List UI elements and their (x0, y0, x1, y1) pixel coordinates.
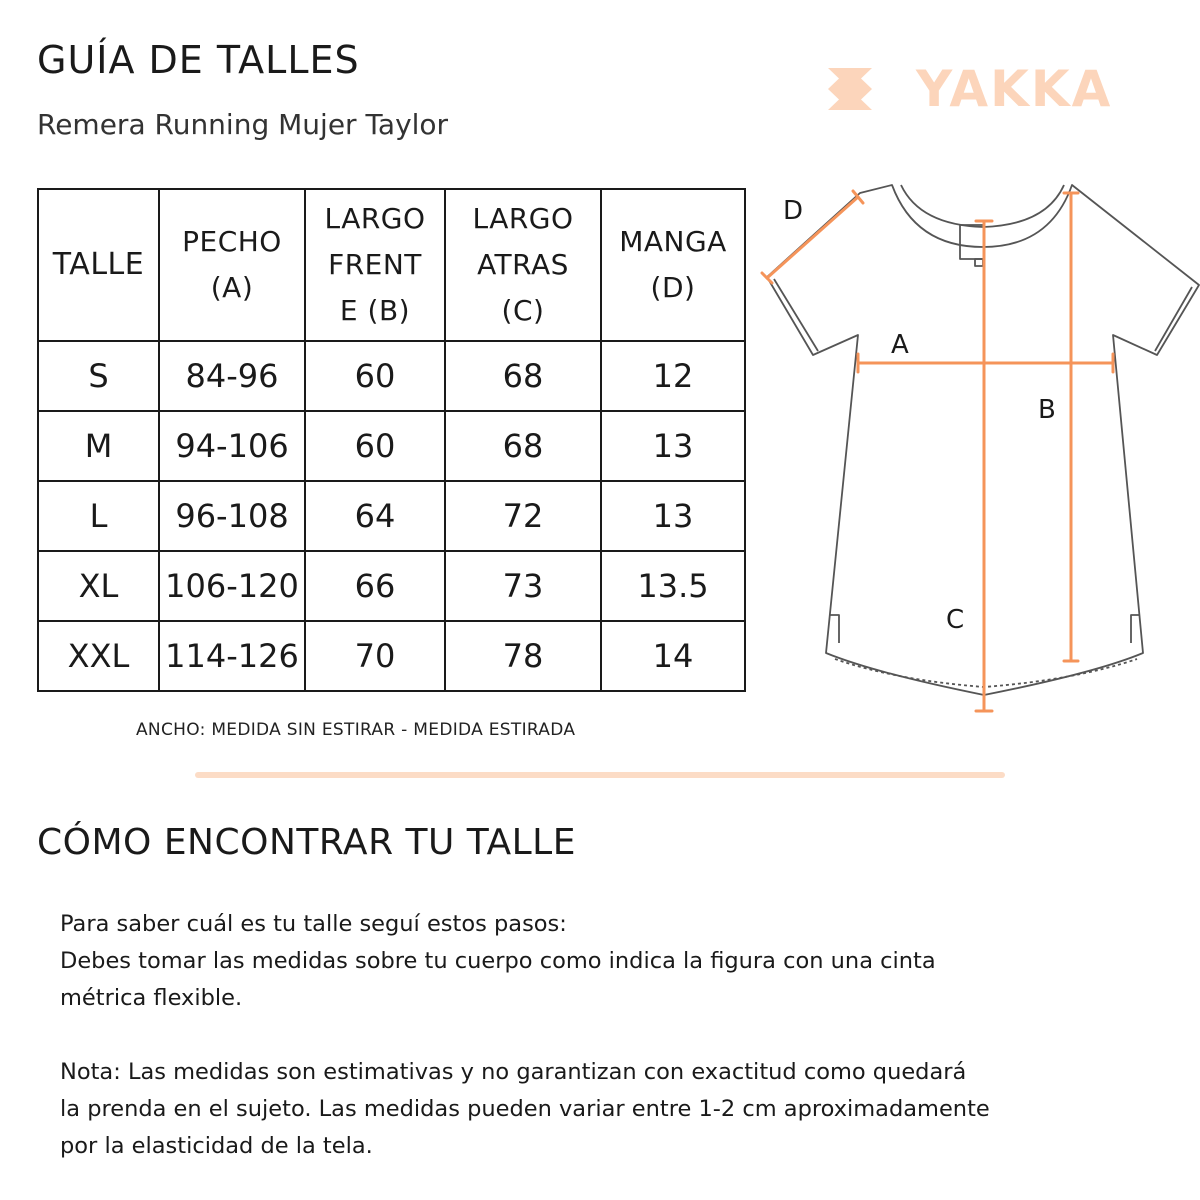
instructions-text (60, 906, 1160, 1165)
cell-largo-atras: 68 (445, 341, 601, 411)
table-row (38, 551, 745, 621)
cell-largo-atras: 73 (445, 551, 601, 621)
page-title: GUÍA DE TALLES (37, 38, 360, 82)
cell-largo-frente: 70 (305, 621, 445, 691)
header-manga-line-0: MANGA (619, 225, 727, 258)
instruction-line: por la elasticidad de la tela. (60, 1133, 373, 1159)
cell-largo-atras: 72 (445, 481, 601, 551)
instruction-spacer (60, 1017, 1160, 1054)
cell-pecho: 84-96 (159, 341, 305, 411)
cell-manga: 14 (601, 621, 745, 691)
table-header-row (38, 189, 745, 341)
cell-talle: M (38, 411, 159, 481)
cell-largo-frente: 60 (305, 341, 445, 411)
header-largo-frente (305, 189, 445, 341)
cell-largo-atras: 78 (445, 621, 601, 691)
header-manga (601, 189, 745, 341)
label-b: B (1038, 395, 1056, 425)
label-a: A (891, 330, 909, 360)
label-d: D (783, 196, 804, 226)
header-largo-atras-line-1: ATRAS (477, 248, 569, 281)
cell-pecho: 114-126 (159, 621, 305, 691)
label-c: C (946, 605, 965, 635)
width-note: ANCHO: MEDIDA SIN ESTIRAR - MEDIDA ESTIRADA (136, 720, 576, 740)
instruction-line: Para saber cuál es tu talle seguí estos pasos: (60, 911, 567, 937)
header-largo-atras-line-0: LARGO (472, 202, 574, 235)
cell-manga: 13 (601, 481, 745, 551)
cell-pecho: 96-108 (159, 481, 305, 551)
instruction-line: Nota: Las medidas son estimativas y no garantizan con exactitud como quedará (60, 1059, 967, 1085)
header-pecho-line-0: PECHO (182, 225, 282, 258)
logo-wordmark: YAKKA (916, 60, 1113, 118)
header-largo-frente-line-2: E (B) (339, 294, 411, 327)
table-row (38, 621, 745, 691)
table-row (38, 341, 745, 411)
cell-talle: L (38, 481, 159, 551)
section-divider (195, 772, 1005, 778)
header-largo-frente-line-1: FRENT (328, 248, 422, 281)
howto-title: CÓMO ENCONTRAR TU TALLE (37, 822, 576, 863)
cell-manga: 13.5 (601, 551, 745, 621)
table-row (38, 411, 745, 481)
measure-d-line (767, 197, 858, 278)
table-row (38, 481, 745, 551)
header-manga-line-1: (D) (650, 271, 696, 304)
cell-largo-frente: 66 (305, 551, 445, 621)
cell-largo-atras: 68 (445, 411, 601, 481)
cell-pecho: 106-120 (159, 551, 305, 621)
cell-pecho: 94-106 (159, 411, 305, 481)
cell-talle: XL (38, 551, 159, 621)
header-pecho (159, 189, 305, 341)
cell-largo-frente: 64 (305, 481, 445, 551)
header-largo-frente-line-0: LARGO (324, 202, 426, 235)
logo-x-icon (828, 60, 908, 118)
cell-talle: XXL (38, 621, 159, 691)
header-talle-line-0: TALLE (52, 247, 145, 282)
header-talle (38, 189, 159, 341)
tshirt-measurement-diagram (755, 175, 1200, 720)
cell-talle: S (38, 341, 159, 411)
cell-largo-frente: 60 (305, 411, 445, 481)
header-largo-atras (445, 189, 601, 341)
header-largo-atras-line-2: (C) (501, 294, 545, 327)
instruction-line: métrica flexible. (60, 985, 243, 1011)
measure-lines (762, 191, 1113, 711)
header-pecho-line-1: (A) (210, 271, 254, 304)
brand-logo (828, 60, 1123, 118)
cell-manga: 13 (601, 411, 745, 481)
product-subtitle: Remera Running Mujer Taylor (37, 108, 449, 141)
cell-manga: 12 (601, 341, 745, 411)
instruction-line: la prenda en el sujeto. Las medidas pueden variar entre 1-2 cm aproximadamente (60, 1096, 990, 1122)
instruction-line: Debes tomar las medidas sobre tu cuerpo como indica la figura con una cinta (60, 948, 936, 974)
size-table (37, 188, 746, 692)
